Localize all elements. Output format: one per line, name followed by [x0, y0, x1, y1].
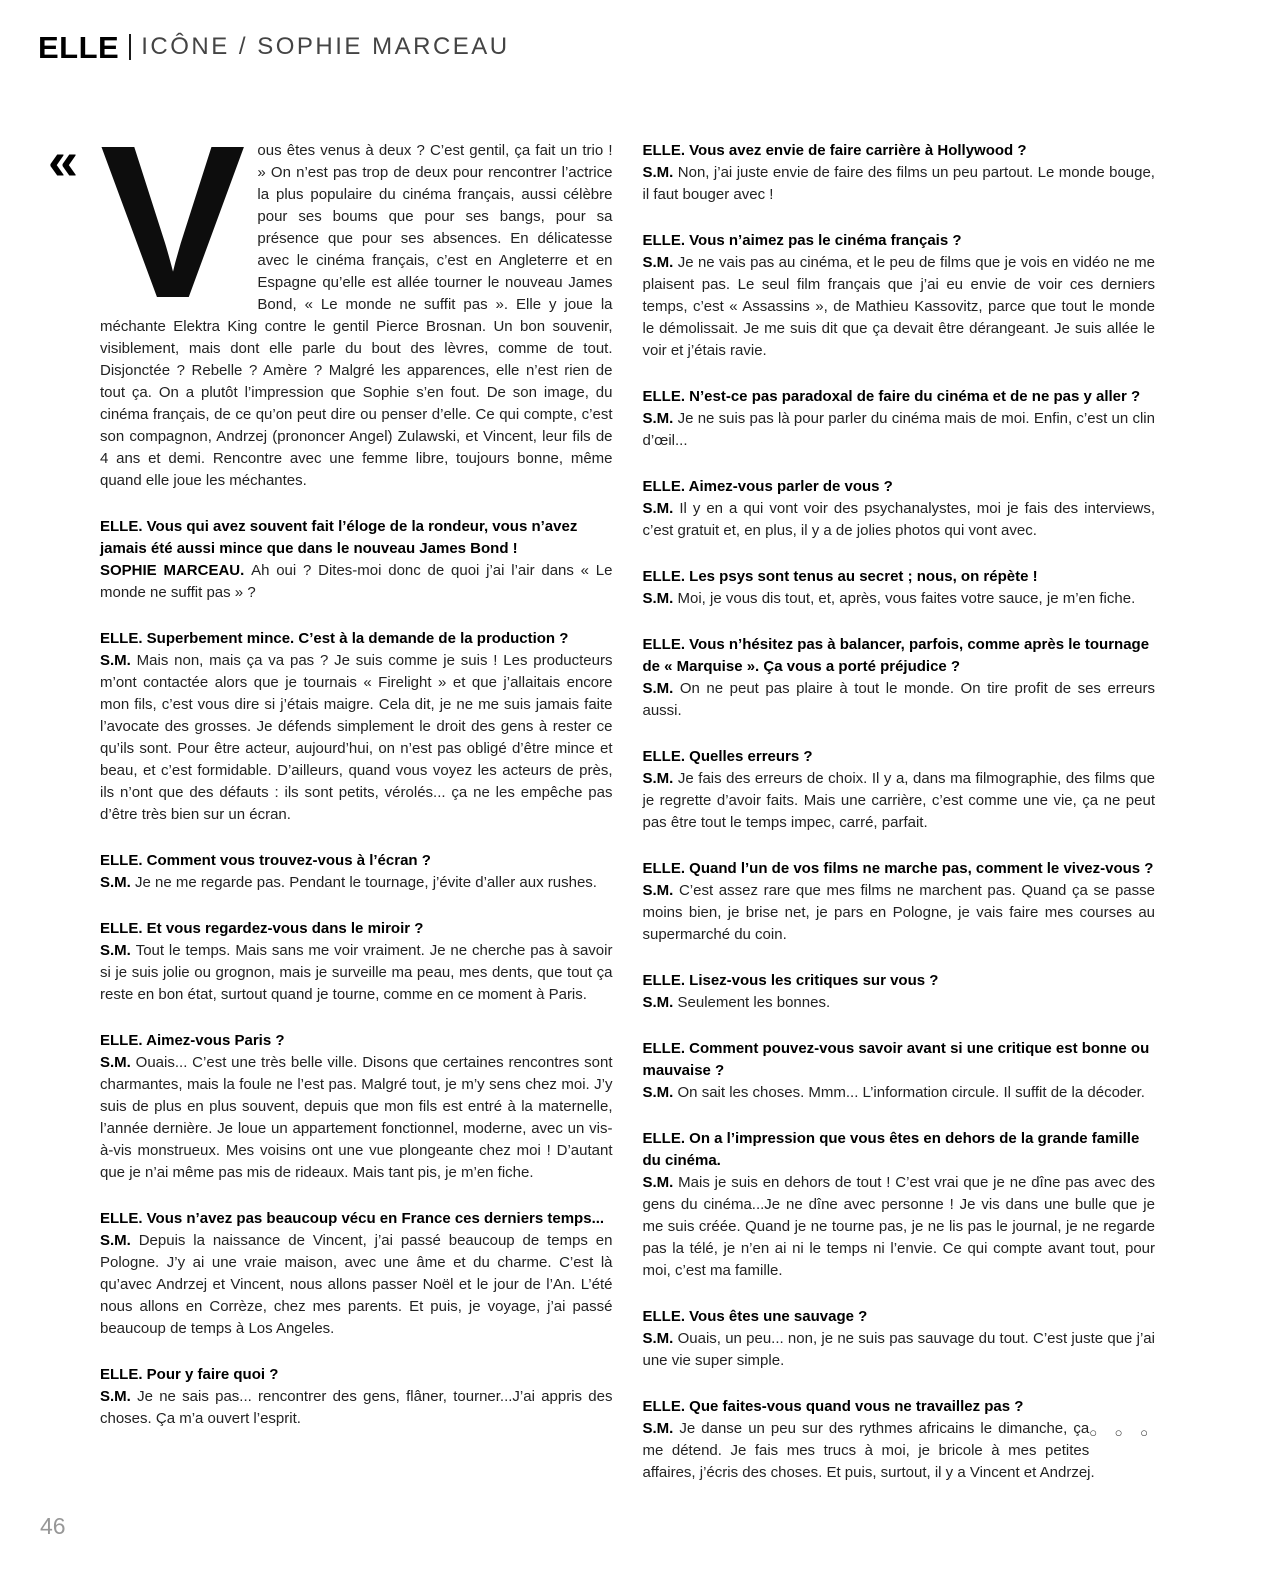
- left-qa-list: [100, 516, 613, 1430]
- answer: S.M. Mais je suis en dehors de tout ! C’est vrai que je ne dîne pas avec des gens du cinéma...Je ne dîne avec personne ! Je vis dans une bulle que je me suis créée. Quand je ne tourne pas, je ne lis pas le journal, je ne regarde pas la télé, je n’en ai ni le temps ni l’envie. Ce qui compte avant tout, pour moi, c’est ma famille.: [642, 1174, 1155, 1279]
- qa-block: [643, 858, 1156, 946]
- qa-block: [100, 1030, 613, 1184]
- dropcap-letter: V: [100, 101, 246, 344]
- qa-block: [643, 1306, 1156, 1372]
- question: ELLE. Lisez-vous les critiques sur vous ?: [642, 972, 939, 989]
- answer-label: S.M.: [642, 410, 678, 427]
- qa-block: [643, 1128, 1156, 1282]
- answer: S.M. Je ne me regarde pas. Pendant le tournage, j’évite d’aller aux rushes.: [100, 874, 597, 891]
- question: ELLE. Vous n’aimez pas le cinéma français ?: [642, 232, 962, 249]
- answer: S.M. C’est assez rare que mes films ne marchent pas. Quand ça se passe moins bien, je brise net, je pars en Pologne, je vais faire mes courses au supermarché du coin.: [642, 882, 1155, 943]
- qa-block: [100, 850, 613, 894]
- answer-label: SOPHIE MARCEAU.: [100, 562, 252, 579]
- question: ELLE. Vous n’hésitez pas à balancer, parfois, comme après le tournage de « Marquise ». Ça vous a porté préjudice ?: [642, 636, 1150, 675]
- answer: SOPHIE MARCEAU. Ah oui ? Dites-moi donc de quoi j’ai l’air dans « Le monde ne suffit pas » ?: [100, 562, 613, 601]
- question: ELLE. Aimez-vous Paris ?: [100, 1032, 285, 1049]
- answer-label: S.M.: [642, 164, 678, 181]
- qa-block: [100, 1364, 613, 1430]
- answer: S.M. Non, j’ai juste envie de faire des films un peu partout. Le monde bouge, il faut bouger avec !: [642, 164, 1155, 203]
- answer: S.M. Depuis la naissance de Vincent, j’ai passé beaucoup de temps en Pologne. J’y ai une vraie maison, avec une âme et du charme. C’est là qu’avec Andrzej et Vincent, nous allons passer Noël et le jour de l’An. L’été nous allons en Corrèze, chez mes parents. Et puis, je voyage, j’ai passé beaucoup de temps à Los Angeles.: [100, 1232, 613, 1337]
- intro-text: ous êtes venus à deux ? C’est gentil, ça fait un trio ! » On n’est pas trop de deux pour rencontrer l’actrice la plus populaire du cinéma français, aussi célèbre pour ses boums que pour ses bangs, pour sa présence que pour ses absences. En délicatesse avec le cinéma français, c’est en Angleterre et en Espagne qu’elle est allée tourner le nouveau James Bond, « Le monde ne suffit pas ». Elle y joue la méchante Elektra King contre le gentil Pierce Brosnan. Un bon souvenir, visiblement, mais dont elle parle du bout des lèvres, comme de tout. Disjonctée ? Rebelle ? Amère ? Malgré les apparences, elle n’est rien de tout ça. On a plutôt l’impression que Sophie s’en fout. De son image, du cinéma français, de ce qu’on peut dire ou penser d’elle. Ce qui compte, c’est son compagnon, Andrzej (prononcer Angel) Zulawski, et Vincent, leur fils de 4 ans et demi. Rencontre avec une femme libre, toujours bonne, même quand elle joue les méchantes.: [100, 142, 613, 489]
- right-column: [643, 140, 1156, 1484]
- question: ELLE. Que faites-vous quand vous ne travaillez pas ?: [642, 1398, 1024, 1415]
- answer-label: S.M.: [642, 590, 678, 607]
- answer-label: S.M.: [642, 254, 678, 271]
- left-column: [48, 101, 613, 1484]
- qa-block: [643, 970, 1156, 1014]
- answer-label: S.M.: [642, 500, 680, 517]
- page-number: 46: [40, 1513, 66, 1539]
- brand-logo: ELLE: [38, 29, 120, 65]
- qa-block: [643, 566, 1156, 610]
- question: ELLE. Et vous regardez-vous dans le miroir ?: [100, 920, 424, 937]
- qa-block: [643, 746, 1156, 834]
- question: ELLE. Pour y faire quoi ?: [100, 1366, 279, 1383]
- answer: S.M. Je ne suis pas là pour parler du cinéma mais de moi. Enfin, c’est un clin d’œil...: [642, 410, 1155, 449]
- answer-label: S.M.: [100, 1054, 136, 1071]
- answer-label: S.M.: [642, 680, 680, 697]
- answer-label: S.M.: [642, 1420, 680, 1437]
- qa-block: [643, 1396, 1156, 1484]
- masthead: [38, 30, 1155, 64]
- question: ELLE. Comment pouvez-vous savoir avant si une critique est bonne ou mauvaise ?: [642, 1040, 1150, 1079]
- open-quote-mark: «: [48, 131, 79, 191]
- answer-label: S.M.: [642, 1174, 679, 1191]
- answer: S.M. Tout le temps. Mais sans me voir vraiment. Je ne cherche pas à savoir si je suis jolie ou grognon, mais je surveille ma peau, mes dents, que tout ça reste en bon état, surtout quand je tourne, comme en ce moment à Paris.: [100, 942, 613, 1003]
- answer-label: S.M.: [100, 942, 136, 959]
- question: ELLE. On a l’impression que vous êtes en dehors de la grande famille du cinéma.: [642, 1130, 1140, 1169]
- question: ELLE. Quand l’un de vos films ne marche pas, comment le vivez-vous ?: [642, 860, 1154, 877]
- answer: S.M. Je ne sais pas... rencontrer des gens, flâner, tourner...J’ai appris des choses. Ça m’a ouvert l’esprit.: [100, 1388, 613, 1427]
- qa-block: [643, 386, 1156, 452]
- answer: S.M. On ne peut pas plaire à tout le monde. On tire profit de ses erreurs aussi.: [642, 680, 1155, 719]
- answer: ○ ○ ○ S.M. Je danse un peu sur des rythmes africains le dimanche, ça me détend. Je fais mes trucs à moi, je bricole à mes petites affaires, j’écris des choses. Et puis, surtout, il y a Vincent et Andrzej.: [642, 1420, 1155, 1481]
- qa-block: [643, 634, 1156, 722]
- qa-block: [643, 476, 1156, 542]
- intro-paragraph: [48, 101, 613, 492]
- answer-label: S.M.: [642, 882, 679, 899]
- answer: S.M. Je fais des erreurs de choix. Il y a, dans ma filmographie, des films que je regrette d’avoir faits. Mais une carrière, c’est comme une vie, ça ne peut pas être tout le temps impec, carré, parfait.: [642, 770, 1155, 831]
- question: ELLE. Vous n’avez pas beaucoup vécu en France ces derniers temps...: [100, 1210, 605, 1227]
- right-qa-list: [643, 140, 1156, 1484]
- answer: S.M. Seulement les bonnes.: [642, 994, 831, 1011]
- question: ELLE. Les psys sont tenus au secret ; nous, on répète !: [642, 568, 1038, 585]
- question: ELLE. Comment vous trouvez-vous à l’écran ?: [100, 852, 431, 869]
- answer: S.M. Moi, je vous dis tout, et, après, vous faites votre sauce, je m’en fiche.: [642, 590, 1136, 607]
- answer-label: S.M.: [100, 652, 137, 669]
- answer-label: S.M.: [100, 1232, 139, 1249]
- qa-block: [100, 516, 613, 604]
- answer: S.M. Je ne vais pas au cinéma, et le peu de films que je vois en vidéo ne me plaisent pas. Le seul film français que j’ai eu envie de voir ces derniers temps, c’est « Assassins », de Mathieu Kassovitz, parce que tout le monde le démolissait. Je me suis dit que ça devait être dérangeant. Je suis allée le voir et j’étais ravie.: [642, 254, 1155, 359]
- question: ELLE. Vous êtes une sauvage ?: [642, 1308, 868, 1325]
- answer-label: S.M.: [100, 874, 136, 891]
- answer: S.M. On sait les choses. Mmm... L’information circule. Il suffit de la décoder.: [642, 1084, 1145, 1101]
- answer: S.M. Ouais, un peu... non, je ne suis pas sauvage du tout. C’est juste que j’ai une vie super simple.: [642, 1330, 1155, 1369]
- qa-block: [643, 140, 1156, 206]
- question: ELLE. N’est-ce pas paradoxal de faire du cinéma et de ne pas y aller ?: [642, 388, 1141, 405]
- answer-label: S.M.: [100, 1388, 138, 1405]
- qa-block: [643, 230, 1156, 362]
- question: ELLE. Quelles erreurs ?: [642, 748, 813, 765]
- qa-block: [100, 1208, 613, 1340]
- question: ELLE. Superbement mince. C’est à la demande de la production ?: [100, 630, 569, 647]
- answer-label: S.M.: [642, 1084, 678, 1101]
- question: ELLE. Vous avez envie de faire carrière à Hollywood ?: [642, 142, 1027, 159]
- answer-label: S.M.: [642, 994, 678, 1011]
- qa-block: [100, 918, 613, 1006]
- answer: S.M. Mais non, mais ça va pas ? Je suis comme je suis ! Les producteurs m’ont contactée alors que je tournais « Firelight » et que j’allaitais encore mon fils, c’est vous dire si j’étais maigre. Cela dit, je ne me suis jamais faite l’avocate des grosses. Je défends simplement le droit des gens à rester ce qu’ils sont. Pour être acteur, aujourd’hui, on n’est pas obligé d’être mince et beau, et c’est formidable. D’ailleurs, quand vous voyez les acteurs de près, ils n’ont que des défauts : ils sont petits, vérolés... ça ne les empêche pas d’être très bien sur un écran.: [100, 652, 613, 823]
- answer: S.M. Il y en a qui vont voir des psychanalystes, moi je fais des interviews, c’est gratuit et, en plus, il y a de jolies photos qui vont avec.: [642, 500, 1155, 539]
- question: ELLE. Aimez-vous parler de vous ?: [642, 478, 893, 495]
- question: ELLE. Vous qui avez souvent fait l’éloge de la rondeur, vous n’avez jamais été aussi mince que dans le nouveau James Bond !: [100, 518, 578, 557]
- answer-label: S.M.: [642, 1330, 678, 1347]
- answer-label: S.M.: [642, 770, 678, 787]
- end-marks: ○ ○ ○: [1089, 1425, 1155, 1440]
- answer: S.M. Ouais... C’est une très belle ville. Disons que certaines rencontres sont charmantes, mais la foule ne l’est pas. Malgré tout, je m’y sens chez moi. J’y suis de plus en plus souvent, depuis que mon fils est entré à la maternelle, l’année dernière. Je loue un appartement fonctionnel, moderne, avec un vis-à-vis monstrueux. Mes voisins ont une vue plongeante chez moi ! D’autant que je n’ai même pas mis de rideaux. Mais tant pis, je m’en fiche.: [100, 1054, 613, 1181]
- masthead-divider: [129, 34, 131, 60]
- qa-block: [643, 1038, 1156, 1104]
- section-title: ICÔNE / SOPHIE MARCEAU: [141, 33, 510, 60]
- article-columns: [48, 101, 1155, 1484]
- qa-block: [100, 628, 613, 826]
